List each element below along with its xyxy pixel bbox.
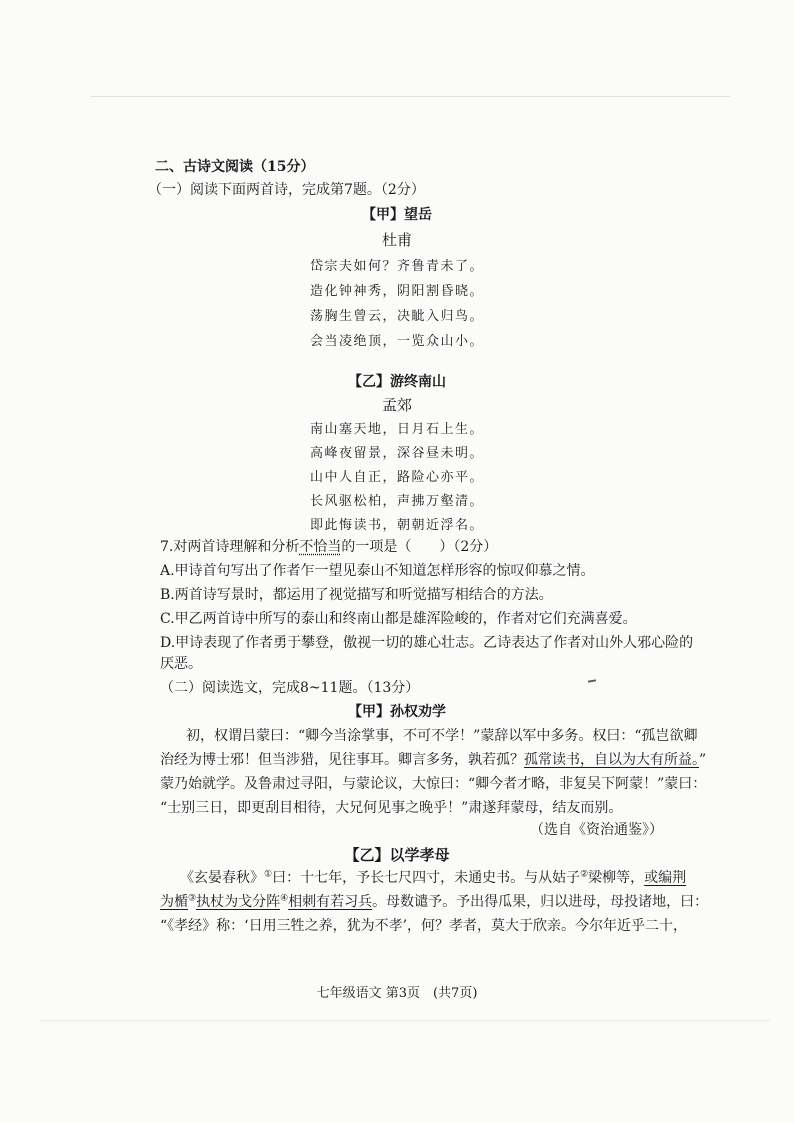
- text2-line: [160, 892, 708, 912]
- question7-option-d-cont: 厌恶。: [160, 656, 202, 672]
- text1-line: “士别三日，即更刮目相待，大兄何见事之晚乎！”肃遂拜蒙母，结友而别。: [160, 800, 623, 816]
- text1-line: 蒙乃始就学。及鲁肃过寻阳，与蒙论议，大惊曰：“卿今者才略，非复吴下阿蒙！”蒙曰：: [160, 776, 707, 792]
- poem2-line: 长风驱松柏，声拂万壑清。: [309, 494, 484, 509]
- page-edge-top: [90, 96, 730, 97]
- text1-line2-prefix: 治经为博士邪！但当涉猎，见往事耳。卿言多务，孰若孤？: [160, 752, 524, 768]
- text2-line2-text: 。母数谴予。予出得瓜果，归以进母，母投诸地，曰：: [372, 894, 709, 910]
- poem1-line: 造化钟神秀，阴阳割昏晓。: [309, 284, 484, 299]
- poem2-line: 即此悔读书，朝朝近浮名。: [309, 518, 484, 533]
- footnote-marker: ②: [580, 869, 589, 880]
- footnote-marker: ①: [264, 869, 273, 880]
- text1-source: （选自《资治通鉴》）: [530, 822, 663, 838]
- poem1-line: 荡胸生曾云，决眦入归鸟。: [309, 309, 484, 324]
- question7-emphasis: 不恰当: [299, 539, 342, 555]
- poem1-title: 【甲】望岳: [362, 207, 432, 223]
- text2-underlined: 执杖为戈分阵: [196, 894, 281, 910]
- text2-line1-text: 梁柳等，: [588, 870, 645, 886]
- text2-underlined: 相刺有若习兵: [288, 894, 373, 910]
- section-title: 二、古诗文阅读（15分）: [155, 159, 315, 175]
- text1-underlined-sentence: 孤常读书，自以为大有所益。: [524, 752, 699, 768]
- footnote-marker: ③: [188, 893, 197, 904]
- page-edge-bottom: [40, 1020, 770, 1021]
- poem1-author: 杜甫: [381, 231, 412, 249]
- text2-underlined: 为楯: [160, 894, 188, 910]
- text1-line: 初，权谓吕蒙曰：“卿今当涂掌事，不可不学！”蒙辞以军中多务。权曰：“孤岂欲卿: [186, 728, 698, 744]
- text2-line: [180, 868, 686, 888]
- text1-title: 【甲】孙权劝学: [348, 704, 446, 720]
- stray-mark: [588, 679, 596, 682]
- question7-option-a: A.甲诗首句写出了作者乍一望见泰山不知道怎样形容的惊叹仰慕之情。: [160, 563, 595, 579]
- question7-stem-suffix: 的一项是（ ）（2分）: [341, 539, 498, 555]
- text2-line1-text: 曰：十七年，予长七尺四寸，未通史书。与从姑子: [272, 870, 581, 886]
- question7-stem-prefix: 7.对两首诗理解和分析: [160, 539, 300, 555]
- text2-book-title: 《玄晏春秋》: [180, 870, 264, 886]
- part2-instruction: （二）阅读选文，完成8~11题。（13分）: [160, 680, 420, 696]
- poem2-line: 南山塞天地，日月石上生。: [309, 422, 484, 437]
- poem2-line: 山中人自正，路险心亦平。: [309, 470, 484, 485]
- poem1-line: 岱宗夫如何？齐鲁青未了。: [309, 259, 484, 274]
- text1-line2-suffix: ”: [699, 752, 707, 768]
- question7-option-d: D.甲诗表现了作者勇于攀登，傲视一切的雄心壮志。乙诗表达了作者对山外人邪心险的: [160, 635, 694, 651]
- poem2-author: 孟郊: [381, 396, 412, 414]
- part1-instruction: （一）阅读下面两首诗，完成第7题。（2分）: [148, 182, 425, 198]
- text2-line: “《孝经》称：‘日用三牲之养，犹为不孝’，何？孝者，莫大于欣亲。今尔年近乎二十，: [160, 918, 688, 934]
- poem2-title: 【乙】游终南山: [348, 374, 446, 390]
- question7-option-b: B.两首诗写景时，都运用了视觉描写和听觉描写相结合的方法。: [160, 587, 553, 603]
- text2-underlined: 或编荆: [644, 870, 687, 886]
- poem2-line: 高峰夜留景，深谷昼未明。: [309, 446, 484, 461]
- text2-title: 【乙】以学孝母: [344, 846, 450, 864]
- question7-option-c: C.甲乙两首诗中所写的泰山和终南山都是雄浑险峻的，作者对它们充满喜爱。: [160, 611, 637, 627]
- footnote-marker: ④: [280, 893, 289, 904]
- page-footer: 七年级语文 第3页 (共7页): [316, 986, 478, 1001]
- poem1-line: 会当凌绝顶，一览众山小。: [309, 334, 484, 349]
- question7-stem: [160, 537, 497, 557]
- text1-line: [160, 750, 706, 770]
